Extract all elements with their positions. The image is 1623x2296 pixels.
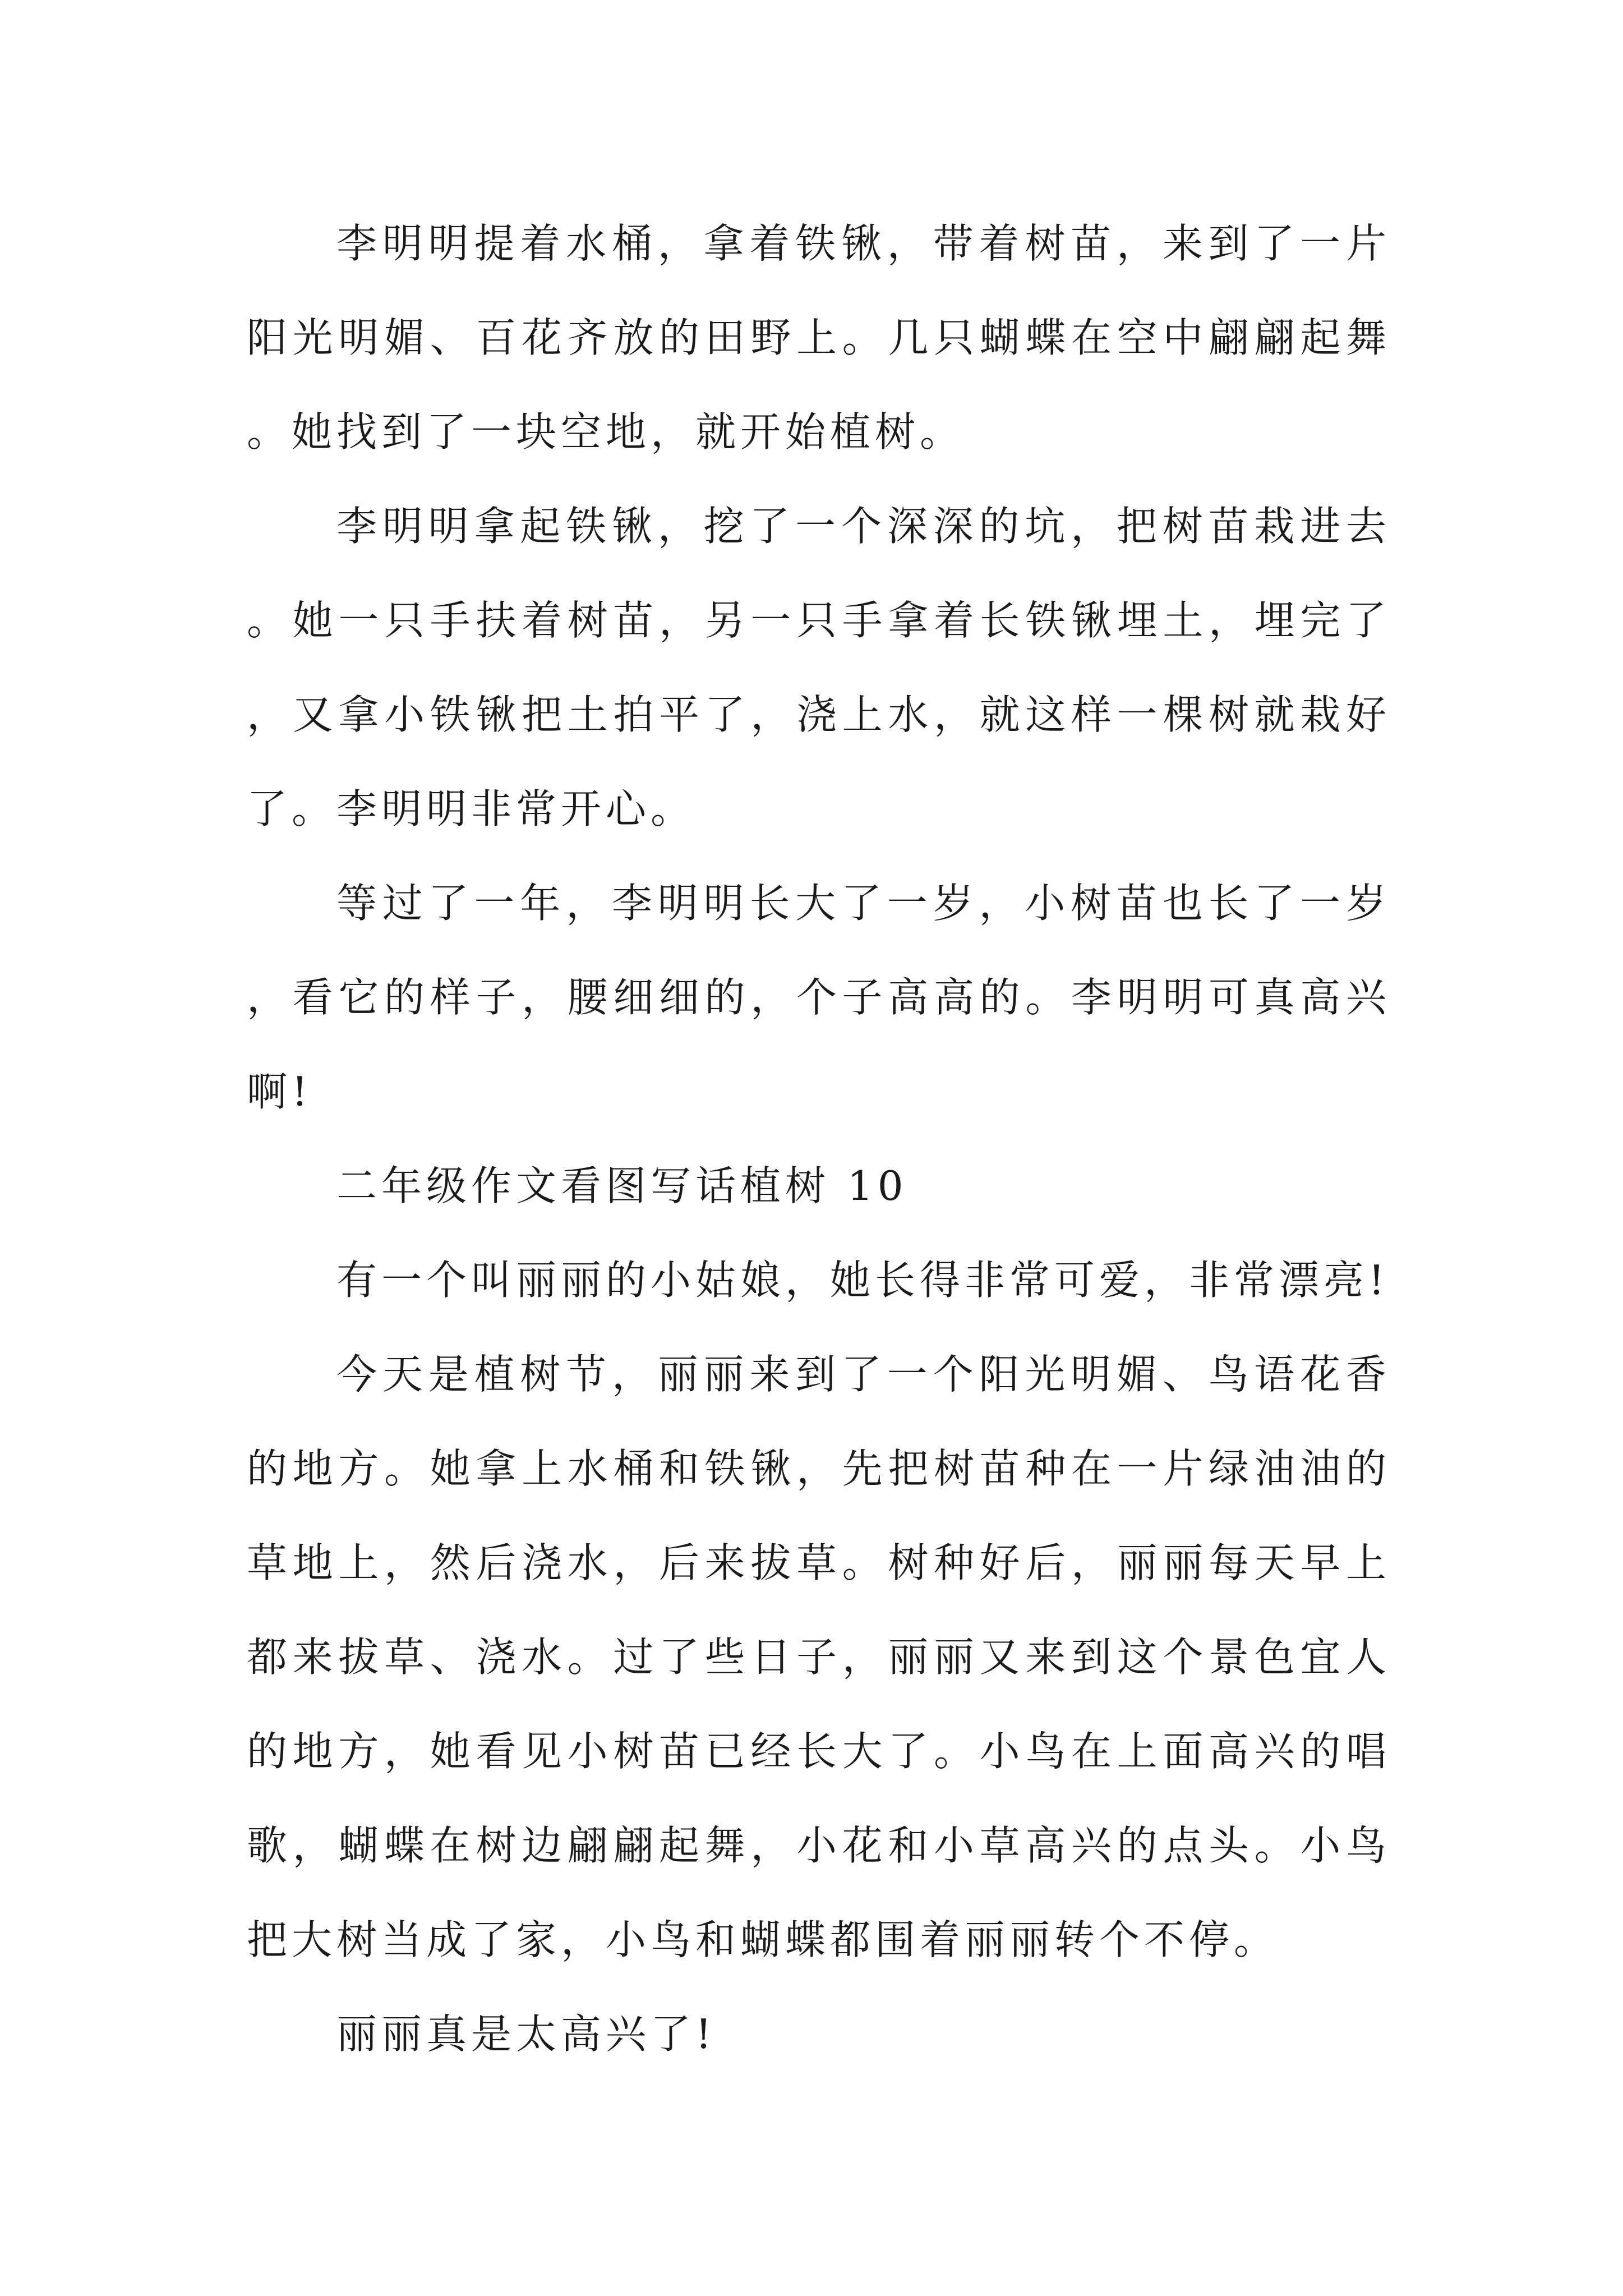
- paragraph-6: 今天是植树节，丽丽来到了一个阳光明媚、鸟语花香的地方。她拿上水桶和铁锹，先把树苗种在一片绿油油的草地上，然后浇水，后来拔草。树种好后，丽丽每天早上都来拔草、浇水。过了些日子，丽丽又来到这个景色宜人的地方，她看见小树苗已经长大了。小鸟在上面高兴的唱歌，蝴蝶在树边翩翩起舞，小花和小草高兴的点头。小鸟把大树当成了家，小鸟和蝴蝶都围着丽丽转个不停。: [247, 1351, 1391, 1963]
- paragraph-2: 李明明拿起铁锹，挖了一个深深的坑，把树苗栽进去。她一只手扶着树苗，另一只手拿着长铁锹埋土，埋完了，又拿小铁锹把土拍平了，浇上水，就这样一棵树就栽好了。李明明非常开心。: [247, 503, 1391, 832]
- section-heading: 二年级作文看图写话植树 10: [336, 1162, 908, 1209]
- paragraph-3: 等过了一年，李明明长大了一岁，小树苗也长了一岁，看它的样子，腰细细的，个子高高的。李明明可真高兴啊!: [247, 880, 1391, 1115]
- paragraph-1: 李明明提着水桶，拿着铁锹，带着树苗，来到了一片阳光明媚、百花齐放的田野上。几只蝴蝶在空中翩翩起舞。她找到了一块空地，就开始植树。: [247, 220, 1391, 455]
- paragraph-7: 丽丽真是太高兴了!: [336, 2010, 716, 2058]
- paragraph-5: 有一个叫丽丽的小姑娘，她长得非常可爱，非常漂亮!: [336, 1257, 1389, 1304]
- document-body: [247, 196, 1391, 2081]
